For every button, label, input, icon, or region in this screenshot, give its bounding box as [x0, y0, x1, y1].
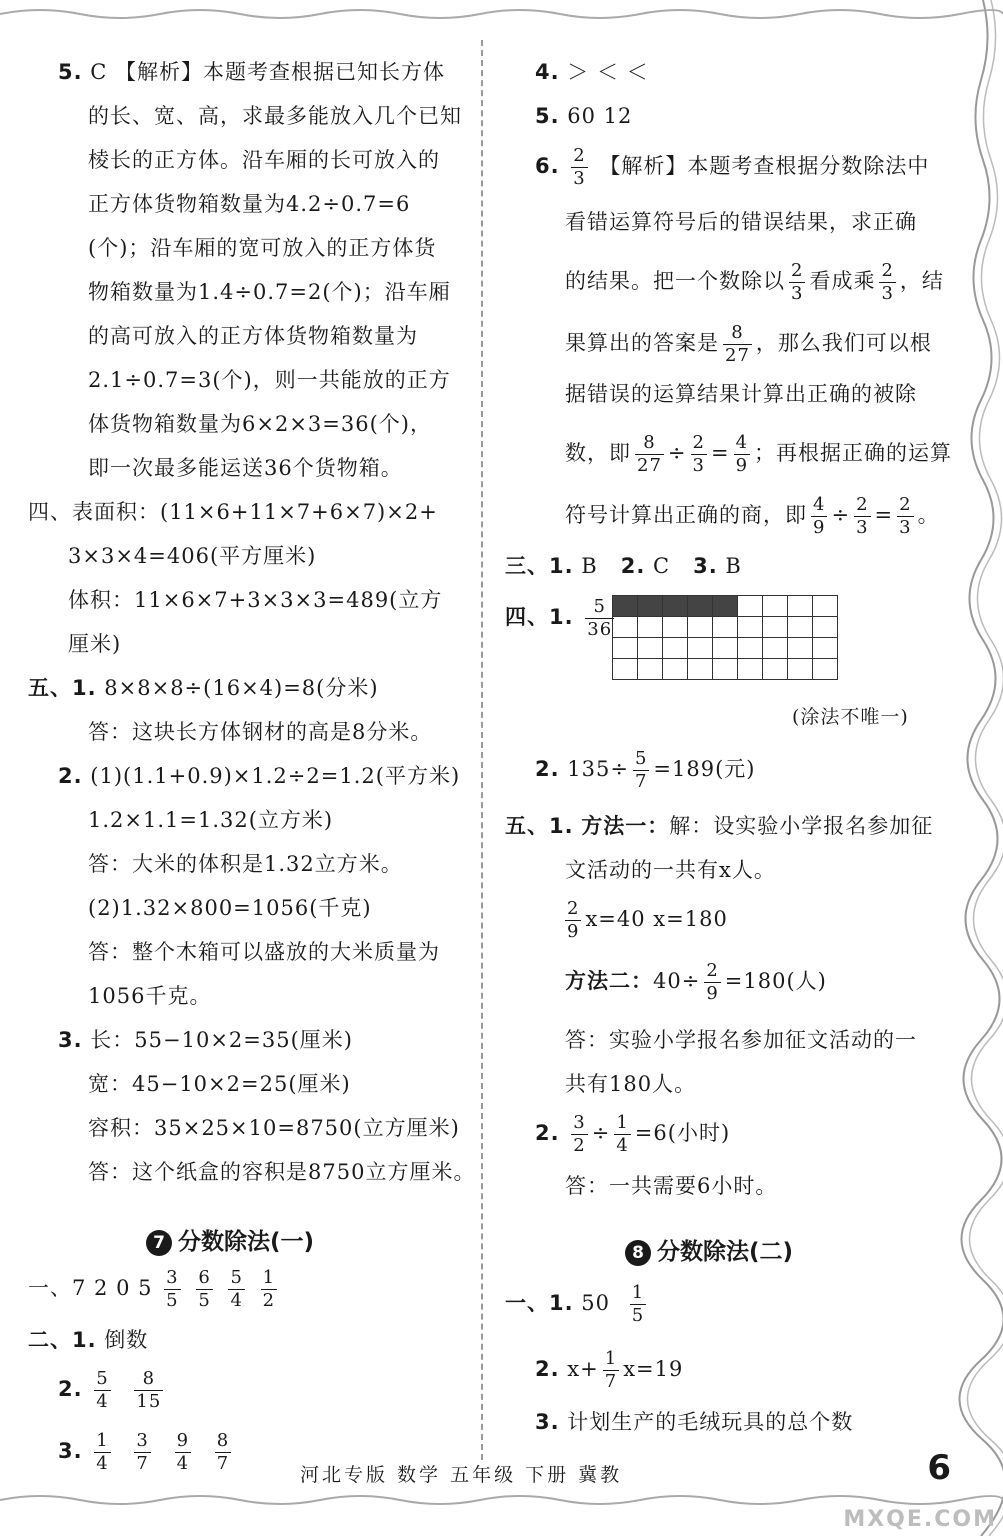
section-8-title — [625, 1233, 793, 1266]
text-line: 物箱数量为1.4÷0.7=2(个)；沿车厢 — [88, 280, 451, 304]
text-line: 正方体货物箱数量为4.2÷0.7=6 — [88, 192, 411, 216]
text-line: 容积：35×25×10=8750(立方厘米) — [88, 1116, 460, 1140]
text-line: 厘米) — [68, 632, 122, 656]
grid-cell — [763, 638, 788, 659]
equation: 8×8×8÷(16×4)=8(分米) — [104, 676, 379, 700]
answer-5-text: C 【解析】本题考查根据已知长方体 — [90, 60, 446, 84]
fraction: $\frac{2}{9}$ — [567, 898, 580, 942]
note: (涂法不唯一) — [792, 706, 909, 728]
text-line: 棱长的正方体。沿车厢的长可放入的 — [88, 148, 440, 172]
text-line: 的长、宽、高，求最多能放入几个已知 — [88, 104, 462, 128]
grid-cell — [688, 659, 713, 680]
text-line: 答：一共需要6小时。 — [565, 1174, 778, 1198]
fraction: $\frac{2}{3}$ — [856, 494, 869, 538]
grid-cell — [638, 596, 663, 617]
fraction: $\frac{8}{27}$ — [725, 322, 750, 366]
grid-cell — [738, 617, 763, 638]
text-line: 的结果。把一个数除以 $\frac{2}{3}$ 看成乘 $\frac{2}{3}$ ，结 — [565, 260, 944, 304]
grid-cell — [613, 596, 638, 617]
grid-cell — [663, 638, 688, 659]
grid-cell — [613, 659, 638, 680]
grid-cell — [813, 596, 838, 617]
fraction: $\frac{1}{2}$ — [262, 1267, 276, 1311]
item-number: 3. — [58, 1439, 83, 1463]
fraction: $\frac{5}{36}$ — [587, 596, 613, 640]
grid-cell — [663, 617, 688, 638]
text-line: 数，即 $\frac{8}{27}$ ÷ $\frac{2}{3}$ = $\frac{4}{9}$ ；再根据正确的运算 — [565, 432, 953, 476]
section-title-text: 分数除法(二) — [657, 1239, 794, 1265]
part-prefix: 一、 — [28, 1276, 72, 1300]
part-4-q1 — [505, 591, 618, 643]
wavy-border — [953, 0, 1003, 1536]
fraction: $\frac{1}{4}$ — [616, 1112, 629, 1156]
fraction: $\frac{3}{2}$ — [573, 1112, 586, 1156]
section-5-q1 — [28, 673, 379, 703]
item-number: 2. — [535, 1121, 560, 1145]
part-1-answers — [28, 1263, 281, 1313]
grid-cell — [813, 659, 838, 680]
text-line: 即一次最多能运送36个货物箱。 — [88, 456, 403, 480]
fraction: $\frac{8}{15}$ — [136, 1368, 162, 1412]
part-2-q2 — [58, 1363, 167, 1415]
fraction: $\frac{8}{7}$ — [216, 1430, 230, 1474]
section-5-q2 — [58, 761, 460, 791]
fraction: $\frac{2}{9}$ — [706, 960, 719, 1004]
item-number: 二、1. — [28, 1328, 97, 1352]
method-label: 方法一： — [581, 814, 670, 838]
part-1-q2: 2. x+ $\frac{1}{7}$ x=19 — [535, 1348, 684, 1392]
item-number: 3. — [535, 1410, 560, 1434]
part-2-q1 — [28, 1325, 148, 1355]
grid-cell — [688, 617, 713, 638]
text-line: 看错运算符号后的错误结果，求正确 — [565, 210, 917, 234]
watermark: MXQE.COM — [843, 1507, 997, 1532]
text-line: 体积：11×6×7+3×3×3=489(立方 — [68, 588, 443, 612]
text-line: 据错误的运算结果计算出正确的被除 — [565, 382, 917, 406]
item-number: 5. — [58, 60, 83, 84]
text-line: 果算出的答案是 $\frac{8}{27}$ ，那么我们可以根 — [565, 322, 932, 366]
text-line: 3×3×4=406(平方厘米) — [68, 544, 317, 568]
item-number: 2. — [535, 1357, 560, 1381]
grid-cell — [738, 596, 763, 617]
text-line: 符号计算出正确的商，即 $\frac{4}{9}$ ÷ $\frac{2}{3}$ = $\frac{2}{3}$ 。 — [565, 494, 940, 538]
grid-cell — [738, 659, 763, 680]
fraction: $\frac{3}{7}$ — [136, 1430, 149, 1474]
fraction: $\frac{5}{4}$ — [96, 1368, 109, 1412]
item-number: 5. — [535, 104, 560, 128]
fraction: $\frac{6}{5}$ — [198, 1267, 211, 1311]
fraction: $\frac{2}{3}$ — [791, 260, 804, 304]
fraction: $\frac{5}{7}$ — [634, 748, 648, 792]
grid-cell — [713, 617, 738, 638]
fraction: $\frac{9}{4}$ — [176, 1430, 190, 1474]
part-2-q3 — [58, 1425, 235, 1477]
section-number-badge: 7 — [146, 1230, 172, 1256]
section-5-q3 — [58, 1025, 353, 1055]
grid-cell — [638, 617, 663, 638]
text-line: (个)；沿车厢的宽可放入的正方体货 — [88, 236, 437, 260]
fraction: $\frac{3}{5}$ — [166, 1267, 179, 1311]
part-1-q3: 3. 计划生产的毛绒玩具的总个数 — [535, 1410, 854, 1434]
item-number: 五、1. — [28, 676, 97, 700]
text-line: 答：大米的体积是1.32立方米。 — [88, 852, 403, 876]
fraction: $\frac{8}{27}$ — [637, 432, 662, 476]
answer-4 — [535, 57, 649, 87]
method-2-line: 方法二：40÷ $\frac{2}{9}$ =180(人) — [565, 960, 827, 1004]
answer-5 — [58, 57, 445, 87]
text-line: 体货物箱数量为6×2×3=36(个)， — [88, 412, 432, 436]
text-line: 1.2×1.1=1.32(立方米) — [88, 808, 334, 832]
text-line: 答：整个木箱可以盛放的大米质量为 — [88, 940, 440, 964]
text-line: 答：这块长方体钢材的高是8分米。 — [88, 720, 433, 744]
item-number: 四、1. — [505, 605, 574, 629]
part-5-q1: 五、1. 方法一：解：设实验小学报名参加征 — [505, 814, 934, 838]
item-number: 一、1. — [505, 1291, 574, 1315]
grid-cell — [688, 638, 713, 659]
fraction: $\frac{1}{7}$ — [604, 1348, 618, 1392]
text-line: 答：实验小学报名参加征文活动的一 — [565, 1028, 917, 1052]
column-divider — [481, 40, 483, 1460]
item-number: 2. — [535, 757, 560, 781]
grid-cell — [688, 596, 713, 617]
text-line: 宽：45−10×2=25(厘米) — [88, 1072, 351, 1096]
answer-text: 倒数 — [104, 1328, 149, 1352]
fraction: $\frac{4}{9}$ — [735, 432, 749, 476]
part-4-q2: 2. 135÷ $\frac{5}{7}$ =189(元) — [535, 748, 756, 792]
grid-cell — [613, 617, 638, 638]
grid-cell — [638, 659, 663, 680]
fraction: $\frac{2}{3}$ — [881, 260, 894, 304]
text-line: 文活动的一共有x人。 — [565, 858, 776, 882]
equation-line: $\frac{2}{9}$ x=40 x=180 — [567, 898, 728, 942]
item-number: 2. — [58, 764, 83, 788]
method-label: 方法二： — [565, 969, 653, 993]
answer-text: 60 12 — [567, 104, 633, 128]
item-number: 五、1. — [505, 814, 574, 838]
grid-cell — [763, 596, 788, 617]
item-number: 3. — [58, 1028, 83, 1052]
section-4-line: 四、表面积：(11×6+11×7+6×7)×2+ — [28, 500, 438, 524]
section-7-title — [146, 1223, 314, 1256]
text-line: (2)1.32×800=1056(千克) — [88, 896, 372, 920]
grid-cell — [713, 638, 738, 659]
equation: (1)(1.1+0.9)×1.2÷2=1.2(平方米) — [90, 764, 461, 788]
grid-cell — [713, 596, 738, 617]
part-3-answers: 三、1. B 2. C 3. B — [505, 554, 742, 578]
grid-cell — [813, 638, 838, 659]
shaded-grid — [612, 595, 838, 680]
item-number: 6. — [535, 154, 560, 178]
item-number: 2. — [58, 1377, 83, 1401]
grid-cell — [763, 659, 788, 680]
part-5-q2: 2. $\frac{3}{2}$ ÷ $\frac{1}{4}$ =6(小时) — [535, 1112, 731, 1156]
grid-cell — [663, 659, 688, 680]
fraction: $\frac{2}{3}$ — [692, 432, 705, 476]
section-title-text: 分数除法(一) — [178, 1229, 315, 1255]
part-1-q1: 一、1. 50 $\frac{1}{5}$ — [505, 1282, 645, 1326]
wavy-border-top — [0, 0, 1003, 30]
fraction: $\frac{1}{5}$ — [631, 1282, 645, 1326]
page-footer: 河北专版 数学 五年级 下册 冀教 — [300, 1464, 623, 1486]
grid-cell — [788, 617, 813, 638]
item-number: 4. — [535, 60, 560, 84]
fraction: $\frac{4}{9}$ — [813, 494, 826, 538]
grid-cell — [613, 638, 638, 659]
grid-cell — [788, 659, 813, 680]
grid-cell — [813, 617, 838, 638]
grid-cell — [788, 638, 813, 659]
fraction: $\frac{2}{3}$ — [899, 494, 912, 538]
fraction: $\frac{5}{4}$ — [230, 1267, 243, 1311]
grid-cell — [638, 638, 663, 659]
answer-6 — [535, 140, 929, 192]
text-line: 2.1÷0.7=3(个)，则一共能放的正方 — [88, 368, 451, 392]
grid-cell — [663, 596, 688, 617]
grid-cell — [738, 638, 763, 659]
text-line: 1056千克。 — [88, 984, 212, 1008]
text-line: 的高可放入的正方体货物箱数量为 — [88, 324, 418, 348]
comparison-signs: ＞ ＜ ＜ — [567, 60, 649, 84]
text-line: 共有180人。 — [565, 1072, 697, 1096]
section-number-badge: 8 — [625, 1240, 651, 1266]
fraction: $\frac{2}{3}$ — [573, 145, 586, 189]
grid-cell — [713, 659, 738, 680]
grid-cell — [788, 596, 813, 617]
grid-cell — [763, 617, 788, 638]
equation: 长：55−10×2=35(厘米) — [90, 1028, 353, 1052]
text-line: 答：这个纸盒的容积是8750立方厘米。 — [88, 1160, 476, 1184]
integer-answers: 7 2 0 5 — [72, 1276, 153, 1300]
page-number: 6 — [927, 1448, 951, 1488]
analysis-text: 【解析】本题考查根据分数除法中 — [599, 154, 930, 178]
answer-5 — [535, 101, 632, 131]
fraction: $\frac{1}{4}$ — [96, 1430, 109, 1474]
